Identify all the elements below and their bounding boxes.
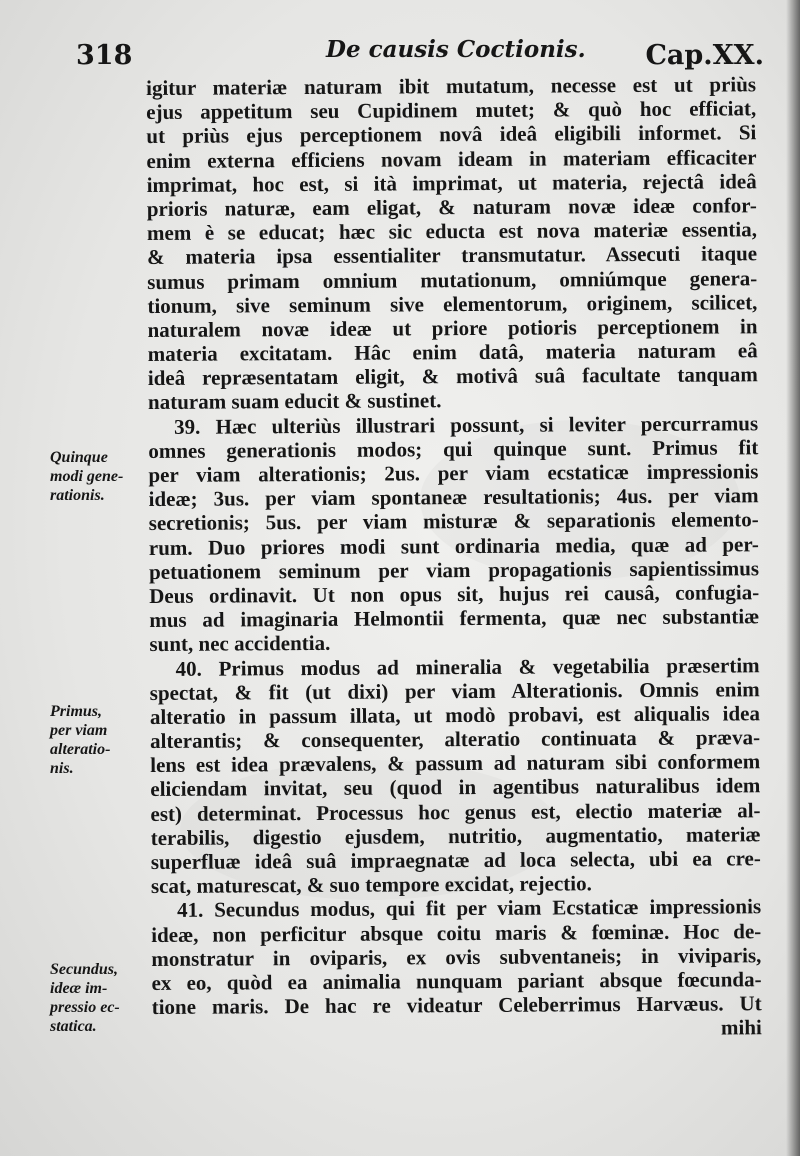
page-number: 318	[76, 40, 133, 71]
text-line: secretionis; 5us. per viam misturæ & separationis elemento-	[148, 507, 759, 536]
body-text	[146, 72, 762, 1043]
text-line: superfluæ ideâ suâ impraegnatæ ad loca selecta, ubi ea cre-	[150, 846, 761, 874]
margin-note-line: ideæ im-	[50, 980, 108, 997]
text-line: 41. Secundus modus, qui fit per viam Ecstaticæ impressionis	[177, 894, 762, 923]
text-line: 39. Hæc ulteriùs illustrari possunt, si leviter percurramus	[174, 410, 759, 439]
margin-note-line: Quinque	[50, 449, 108, 466]
text-line: tionum, sive seminum sive elementorum, originem, scilicet,	[147, 289, 758, 318]
text-line: spectat, & fit (ut dixi) per viam Alterationis. Omnis enim	[149, 676, 760, 705]
text-line: ideæ; 3us. per viam spontaneæ resultationis; 4us. per viam	[148, 483, 759, 512]
margin-note-line: modi gene-	[50, 468, 124, 485]
margin-note-line: statica.	[50, 1018, 97, 1035]
text-line: igitur materiæ naturam ibit mutatum, necesse est ut priùs	[146, 72, 757, 100]
text-line: & materia ipsa essentialiter transmutatur. Assecuti itaque	[147, 241, 758, 270]
margin-note-line: Secundus,	[50, 961, 119, 978]
text-line: materia excitatam. Hâc enim datâ, materia naturam eâ	[147, 338, 758, 367]
text-line: ex eo, quòd ea animalia nunquam pariant absque fœcunda-	[151, 967, 762, 995]
text-line: prioris naturæ, eam eligat, & naturam novæ ideæ confor-	[146, 193, 757, 221]
margin-note-primus	[50, 702, 142, 778]
text-line: ut priùs ejus perceptionem novâ ideâ eligibili informet. Si	[146, 120, 757, 149]
chapter-label: Cap.XX.	[645, 40, 764, 71]
margin-note-line: Primus,	[50, 703, 103, 720]
text-line: alterantis; & consequenter, alteratio continuata & præva-	[149, 725, 761, 754]
text-line: naturalem novæ ideæ ut priore potioris perceptionem in	[147, 314, 758, 342]
text-line: alteratio in passum illata, ut modò probavi, est aliqualis idea	[149, 701, 760, 729]
text-line: sunt, nec accidentia.	[149, 631, 331, 657]
text-line: enim externa efficiens novam ideam in materiam efficaciter	[146, 144, 757, 173]
text-line: scat, maturescat, & suo tempore excidat, rejectio.	[150, 871, 592, 899]
text-line: mus ad imaginaria Helmontii fermenta, quæ nec substantiæ	[149, 604, 760, 633]
text-line: per viam alterationis; 2us. per viam ecstaticæ impressionis	[148, 459, 759, 487]
text-line: omnes generationis modos; qui quinque sunt. Primus fit	[148, 435, 759, 463]
text-line: terabilis, digestio ejusdem, nutritio, augmentatio, materiæ	[150, 822, 761, 850]
margin-note-secundus	[50, 960, 142, 1036]
page-edge-shadow	[786, 0, 800, 1156]
text-line: mem è se educat; hæc sic educta est nova materiæ essentia,	[146, 217, 758, 246]
margin-note-line: alteratio-	[50, 741, 111, 758]
margin-note-line: per viam	[50, 722, 108, 739]
text-line: tione maris. De hac re videatur Celeberrimus Harvæus. Ut	[151, 991, 762, 1020]
text-line: sumus primam omnium mutationum, omniúmque genera-	[147, 265, 758, 294]
text-line: ejus appetitum seu Cupidinem mutet; & quò hoc efficiat,	[146, 96, 757, 125]
text-line: lens est idea prævalens, & passum ad naturam sibi conformem	[150, 749, 761, 778]
text-line: 40. Primus modus ad mineralia & vegetabilia præsertim	[175, 652, 760, 681]
text-line: Deus ordinavit. Ut non opus sit, hujus rei causâ, confugia-	[149, 580, 760, 608]
text-line: petuationem seminum per viam propagationis sapientissimus	[148, 556, 760, 584]
text-line: imprimat, hoc est, si ità imprimat, ut materia, rejectâ ideâ	[146, 169, 757, 197]
text-line: ideæ, non perficitur absque coitu maris & fœminæ. Hoc de-	[151, 918, 762, 947]
margin-note-line: nis.	[50, 760, 74, 777]
running-head	[0, 34, 800, 74]
text-line: eliciendam invitat, seu (quod in agentibus naturalibus idem	[150, 773, 761, 802]
catchword: mihi	[720, 1015, 762, 1040]
text-line: est) determinat. Processus hoc genus est, electio materiæ al-	[150, 797, 761, 826]
margin-note-line: pressio ec-	[50, 999, 120, 1016]
margin-note-line: rationis.	[50, 487, 105, 504]
text-line: monstratur in oviparis, ex ovis subventaneis; in viviparis,	[151, 943, 762, 971]
margin-note-quinque-modi	[50, 448, 142, 505]
running-title: De causis Coctionis.	[326, 36, 586, 63]
text-line: naturam suam educit & sustinet.	[147, 388, 442, 415]
text-line: rum. Duo priores modi sunt ordinaria media, quæ ad per-	[148, 531, 759, 560]
text-line: ideâ repræsentatam eligit, & motivâ suâ facultate tanquam	[147, 362, 758, 391]
